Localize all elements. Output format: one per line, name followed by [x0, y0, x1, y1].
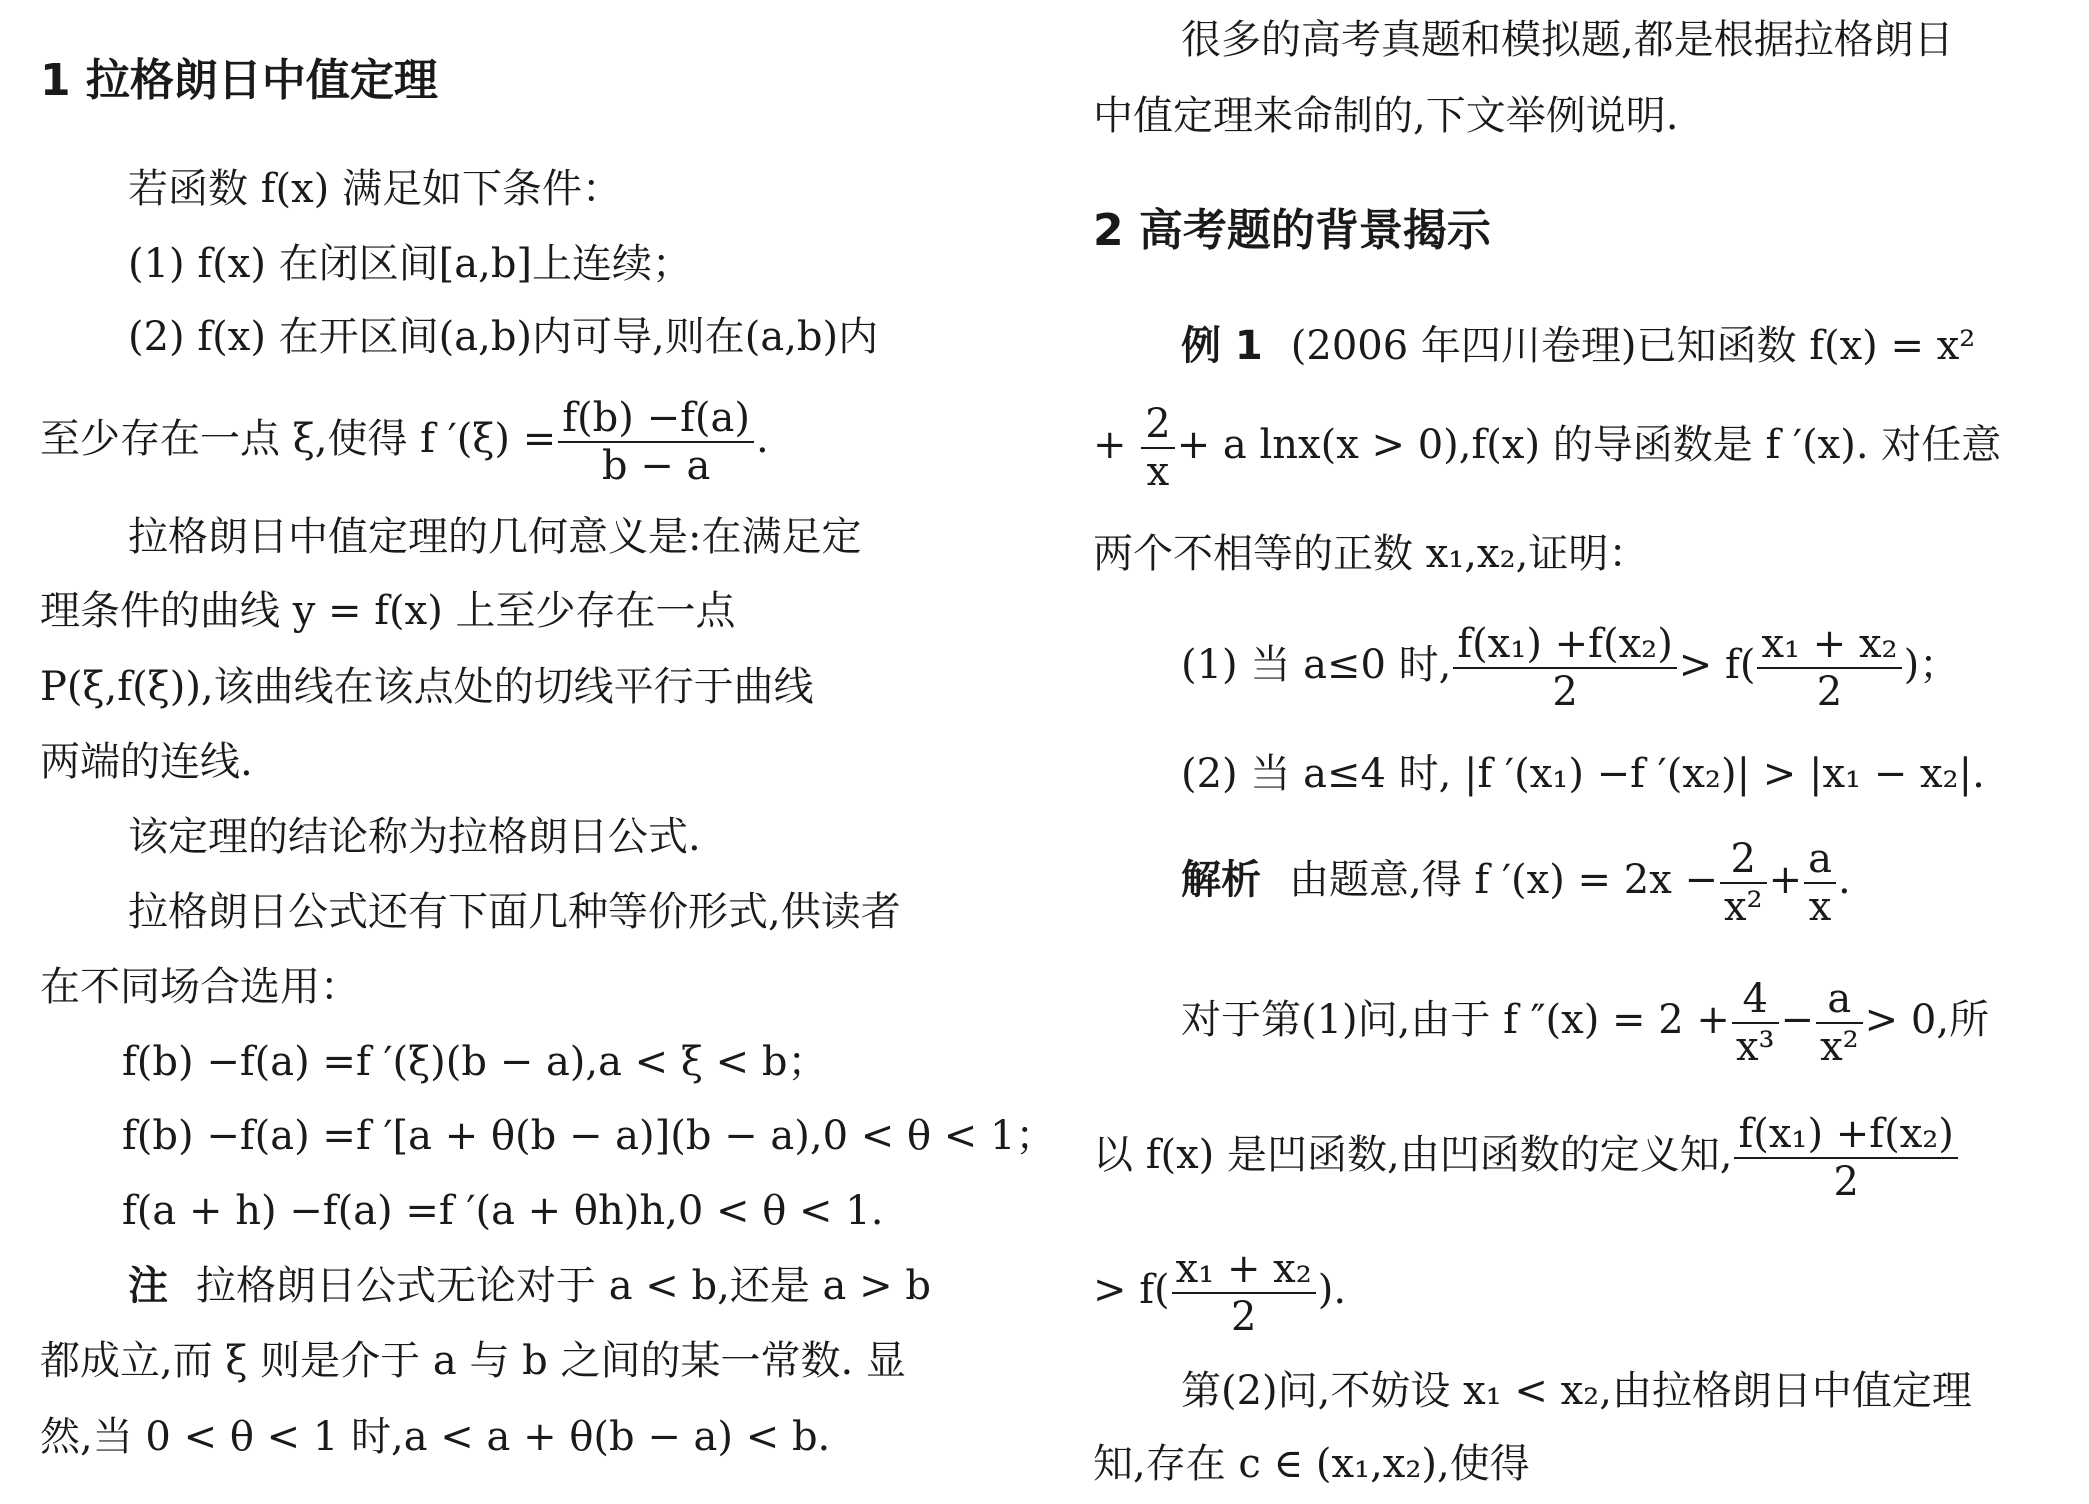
solution-plus: + — [1768, 857, 1803, 903]
example-text-2: + a lnx(x > 0),f(x) 的导函数是 f ′(x). 对任意 — [1176, 422, 2002, 468]
example-line-3: 两个不相等的正数 x₁,x₂,证明： — [1093, 531, 1649, 577]
solution-fraction-2 — [1804, 838, 1836, 928]
solution-line — [1181, 835, 1851, 930]
question-1-fraction-2 — [1757, 623, 1901, 713]
condition-2-continued: 至少存在一点 ξ,使得 f ′(ξ) = $\frac{f(b) -f(a)}{b - a}$ . — [40, 395, 769, 489]
fraction-numerator: f(b) −f(a) — [558, 397, 754, 443]
fraction-denominator: x³ — [1735, 1024, 1775, 1070]
condition-intro: 若函数 f(x) 满足如下条件： — [128, 166, 623, 212]
fraction-denominator: x² — [1723, 884, 1763, 930]
intro-line-1: 很多的高考真题和模拟题,都是根据拉格朗日 — [1181, 17, 1954, 63]
formula-2: f(b) −f(a) =f ′[a + θ(b − a)](b − a),0 < θ < 1； — [122, 1113, 1056, 1159]
example-line-2: + $\frac{2}{x}$ + a lnx(x > 0),f(x) 的导函数是 f ′(x). 对任意 — [1093, 401, 2002, 495]
fraction-denominator: 2 — [1230, 1294, 1257, 1340]
part-1-prefix: 对于第(1)问,由于 f ″(x) = 2 + — [1181, 997, 1730, 1043]
condition-1: (1) f(x) 在闭区间[a,b]上连续； — [128, 241, 693, 287]
fraction-numerator: x₁ + x₂ — [1757, 623, 1901, 669]
solution-fraction-1 — [1720, 838, 1767, 928]
fraction-numerator: x₁ + x₂ — [1172, 1248, 1316, 1294]
fraction-denominator: 2 — [1816, 669, 1843, 715]
fraction-numerator: a — [1816, 978, 1863, 1024]
example-text-1: (2006 年四川卷理)已知函数 f(x) = x² — [1290, 323, 1976, 369]
fraction-numerator: f(x₁) +f(x₂) — [1453, 623, 1676, 669]
part-2-line-1: 第(2)问,不妨设 x₁ < x₂,由拉格朗日中值定理 — [1181, 1368, 1972, 1414]
part-1-suffix: > 0,所 — [1864, 997, 1990, 1043]
question-1-fraction — [1453, 623, 1676, 713]
fraction-numerator: a — [1804, 838, 1836, 884]
note-line-1 — [128, 1262, 931, 1310]
part-1-line-2-fraction — [1734, 1113, 1957, 1203]
mean-value-fraction — [558, 397, 754, 487]
question-1-suffix: )； — [1903, 642, 1960, 688]
question-1 — [1181, 620, 1960, 715]
geometric-meaning-line-3: P(ξ,f(ξ)),该曲线在该点处的切线平行于曲线 — [40, 664, 814, 710]
formula-1: f(b) −f(a) =f ′(ξ)(b − a),a < ξ < b； — [122, 1039, 828, 1085]
note-label: 注 — [128, 1263, 168, 1309]
example-fraction — [1141, 403, 1174, 493]
example-label: 例 1 — [1181, 323, 1263, 369]
solution-label: 解析 — [1181, 857, 1261, 903]
part-1-line-3 — [1093, 1245, 1347, 1340]
geometric-meaning-line-4: 两端的连线. — [40, 739, 253, 785]
question-1-mid: > f( — [1678, 642, 1756, 688]
example-line-1 — [1181, 322, 1975, 370]
section-heading-1: 1 拉格朗日中值定理 — [40, 55, 438, 106]
note-line-3: 然,当 0 < θ < 1 时,a < a + θ(b − a) < b. — [40, 1414, 831, 1460]
geometric-meaning-line-1: 拉格朗日中值定理的几何意义是:在满足定 — [128, 514, 862, 560]
part-1-fraction-2 — [1816, 978, 1863, 1068]
part-1-minus: − — [1780, 997, 1815, 1043]
fraction-denominator: x — [1146, 449, 1170, 495]
condition-2: (2) f(x) 在开区间(a,b)内可导,则在(a,b)内 — [128, 314, 879, 360]
fraction-denominator: x — [1808, 884, 1832, 930]
part-1-line-3-suffix: ). — [1317, 1267, 1347, 1313]
fraction-numerator: 2 — [1720, 838, 1767, 884]
equivalent-forms-line-1: 拉格朗日公式还有下面几种等价形式,供读者 — [128, 889, 901, 935]
part-1-fraction-1 — [1732, 978, 1779, 1068]
note-line-2: 都成立,而 ξ 则是介于 a 与 b 之间的某一常数. 显 — [40, 1338, 906, 1384]
section-heading-2: 2 高考题的背景揭示 — [1093, 205, 1491, 256]
fraction-denominator: 2 — [1833, 1159, 1859, 1205]
formula-3: f(a + h) −f(a) =f ′(a + θh)h,0 < θ < 1. — [122, 1188, 884, 1234]
question-1-prefix: (1) 当 a≤0 时, — [1181, 642, 1452, 688]
fraction-numerator: 4 — [1732, 978, 1779, 1024]
fraction-denominator: 2 — [1552, 669, 1578, 715]
equivalent-forms-line-2: 在不同场合选用： — [40, 964, 360, 1010]
part-1-line-3-fraction — [1172, 1248, 1316, 1338]
condition-2-text: 至少存在一点 ξ,使得 f ′(ξ) = — [40, 416, 557, 462]
geometric-meaning-line-2: 理条件的曲线 y = f(x) 上至少存在一点 — [40, 588, 736, 634]
question-2: (2) 当 a≤4 时, |f ′(x₁) −f ′(x₂)| > |x₁ − x₂|. — [1181, 751, 1985, 797]
conclusion-text: 该定理的结论称为拉格朗日公式. — [128, 814, 701, 860]
part-1-line-2-prefix: 以 f(x) 是凹函数,由凹函数的定义知, — [1093, 1132, 1733, 1178]
fraction-denominator: x² — [1820, 1024, 1859, 1070]
part-2-line-2: 知,存在 c ∈ (x₁,x₂),使得 — [1093, 1441, 1530, 1487]
fraction-numerator: f(x₁) +f(x₂) — [1734, 1113, 1957, 1159]
intro-line-2: 中值定理来命制的,下文举例说明. — [1093, 93, 1679, 139]
fraction-denominator: b − a — [601, 443, 711, 489]
part-1-line-3-prefix: > f( — [1093, 1267, 1170, 1313]
fraction-numerator: 2 — [1141, 403, 1174, 449]
note-text-1: 拉格朗日公式无论对于 a < b,还是 a > b — [196, 1263, 931, 1309]
part-1-line-1 — [1181, 975, 1990, 1070]
part-1-line-2 — [1093, 1110, 1960, 1205]
solution-prefix: 由题意,得 f ′(x) = 2x − — [1289, 857, 1718, 903]
solution-suffix: . — [1837, 857, 1851, 903]
